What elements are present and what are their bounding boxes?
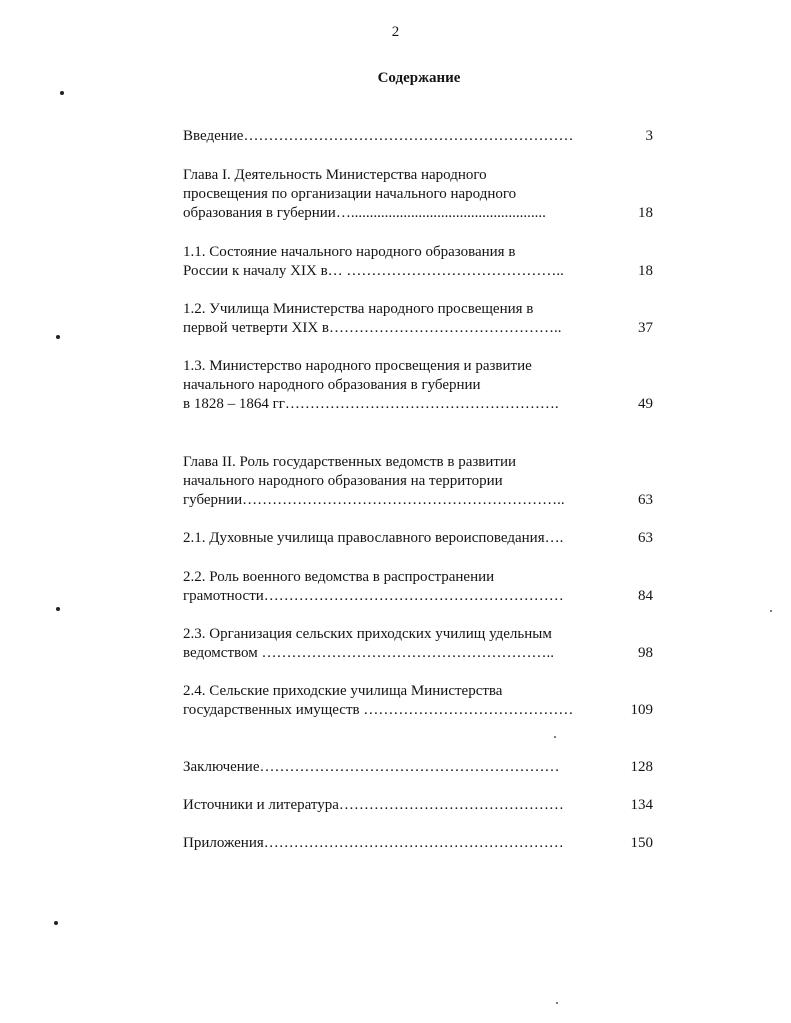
toc-entry-conclusion	[183, 758, 653, 777]
toc-entry-section-2-1	[183, 529, 653, 548]
toc-entry-chapter-2	[183, 453, 653, 510]
toc-entry-page: 18	[638, 205, 653, 221]
toc-entry-sources	[183, 796, 653, 815]
toc-entry-page: 18	[638, 263, 653, 279]
toc-entry-text: 1.3. Министерство народного просвещения и развитие начального народного образования в губернии в 1828 – 1864 гг……………………………………………….	[183, 358, 559, 412]
toc-entry-text: 1.2. Училища Министерства народного просвещения в первой четверти XIX в………………………………………..	[183, 301, 562, 336]
toc-entry-text: Приложения……………………………………………………	[183, 835, 564, 851]
toc-entry-text: Глава I. Деятельность Министерства народного просвещения по организации начального народного образования в губернии…....................................................	[183, 167, 546, 221]
toc-entry-introduction	[183, 127, 653, 146]
toc-entry-text: 2.3. Организация сельских приходских училищ удельным ведомством …………………………………………………..	[183, 626, 554, 661]
toc-entry-section-2-4	[183, 682, 653, 720]
scan-speck	[60, 91, 64, 95]
toc-entry-section-2-3	[183, 625, 653, 663]
toc-entry-page: 63	[638, 530, 653, 546]
toc-entry-appendices	[183, 834, 653, 853]
toc-entry-page: 134	[630, 797, 653, 813]
toc-entry-chapter-1	[183, 166, 653, 223]
toc-entry-text: Глава II. Роль государственных ведомств в развитии начального народного образования на территории губернии………………………………………………………..	[183, 454, 565, 508]
scan-speck	[54, 921, 58, 925]
toc-entry-page: 63	[638, 492, 653, 508]
toc-entry-page: 150	[630, 835, 653, 851]
toc-entry-text: Заключение……………………………………………………	[183, 759, 560, 775]
toc-entry-page: 49	[638, 396, 653, 412]
toc-entry-page: 98	[638, 645, 653, 661]
toc-entry-text: 2.2. Роль военного ведомства в распространении грамотности……………………………………………………	[183, 569, 564, 604]
scan-speck	[56, 335, 60, 339]
toc-entry-page: 3	[645, 128, 653, 144]
toc-entry-section-2-2	[183, 568, 653, 606]
toc-entry-text: Введение…………………………………………………………	[183, 128, 574, 144]
scan-speck	[56, 607, 60, 611]
toc-entry-page: 37	[638, 320, 653, 336]
toc-entry-page: 109	[630, 702, 653, 718]
toc-entry-section-1-2	[183, 300, 653, 338]
page-number: 2	[391, 24, 400, 40]
toc-entry-text: 2.1. Духовные училища православного вероисповедания….	[183, 530, 564, 546]
toc-entry-text: 1.1. Состояние начального народного образования в России к началу XIX в… ……………………………………..	[183, 244, 564, 279]
toc-entry-section-1-1	[183, 243, 653, 281]
toc-entry-text: 2.4. Сельские приходские училища Министерства государственных имуществ ……………………………………	[183, 683, 574, 718]
scan-speck	[556, 1002, 558, 1004]
scan-speck	[770, 610, 772, 612]
toc-entry-page: 84	[638, 588, 653, 604]
toc-title: Содержание	[377, 70, 461, 86]
scan-speck	[554, 736, 556, 738]
toc-entry-text: Источники и литература………………………………………	[183, 797, 564, 813]
toc-entry-section-1-3	[183, 357, 653, 414]
toc-entry-page: 128	[630, 759, 653, 775]
